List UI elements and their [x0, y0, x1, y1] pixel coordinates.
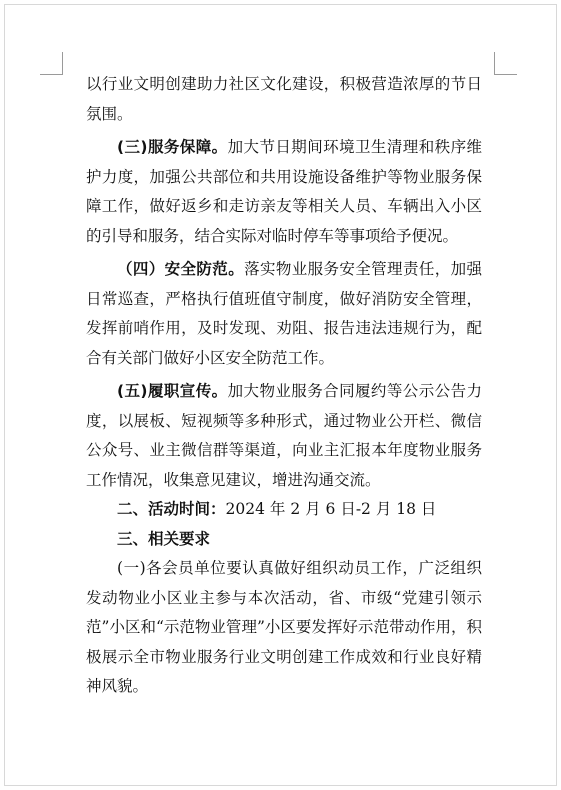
paragraph-heading: (三)服务保障。: [117, 138, 228, 156]
crop-mark-top-right: [494, 52, 517, 75]
paragraph-publicity: [86, 377, 482, 495]
paragraph-text: 加大物业服务合同履约等公示公告力度，以展板、短视频等多种形式，通过物业公开栏、微信公众号、业主微信群等渠道，向业主汇报本年度物业服务工作情况，收集意见建议，增进沟通交流。: [86, 382, 482, 489]
document-body: [86, 70, 482, 702]
activity-dates: 2024 年 2 月 6 日-2 月 18 日: [225, 500, 437, 518]
paragraph-safety: [86, 255, 482, 373]
paragraph-activity-time: [86, 495, 482, 525]
crop-mark-top-left: [40, 52, 63, 75]
section-heading: 二、活动时间：: [117, 500, 226, 518]
paragraph-requirement-1: (一)各会员单位要认真做好组织动员工作，广泛组织发动物业小区业主参与本次活动，省、市级“党建引领示范”小区和“示范物业管理”小区要发挥好示范带动作用，积极展示全市物业服务行业文明创建工作成效和行业良好精神风貌。: [86, 559, 482, 695]
paragraph-continuation: 以行业文明创建助力社区文化建设，积极营造浓厚的节日氛围。: [86, 75, 482, 123]
paragraph-heading: （四）安全防范。: [117, 260, 245, 278]
paragraph-text: 落实物业服务安全管理责任，加强日常巡查，严格执行值班值守制度，做好消防安全管理，发挥前哨作用，及时发现、劝阻、报告违法违规行为，配合有关部门做好小区安全防范工作。: [86, 260, 482, 367]
paragraph-heading: (五)履职宣传。: [117, 382, 228, 400]
section-heading-requirements: 三、相关要求: [117, 529, 211, 548]
paragraph-service-guarantee: [86, 133, 482, 251]
paragraph-text: 加大节日期间环境卫生清理和秩序维护力度，加强公共部位和共用设施设备维护等物业服务保障工作，做好返乡和走访亲友等相关人员、车辆出入小区的引导和服务，结合实际对临时停车等事项给予便况。: [86, 138, 482, 245]
